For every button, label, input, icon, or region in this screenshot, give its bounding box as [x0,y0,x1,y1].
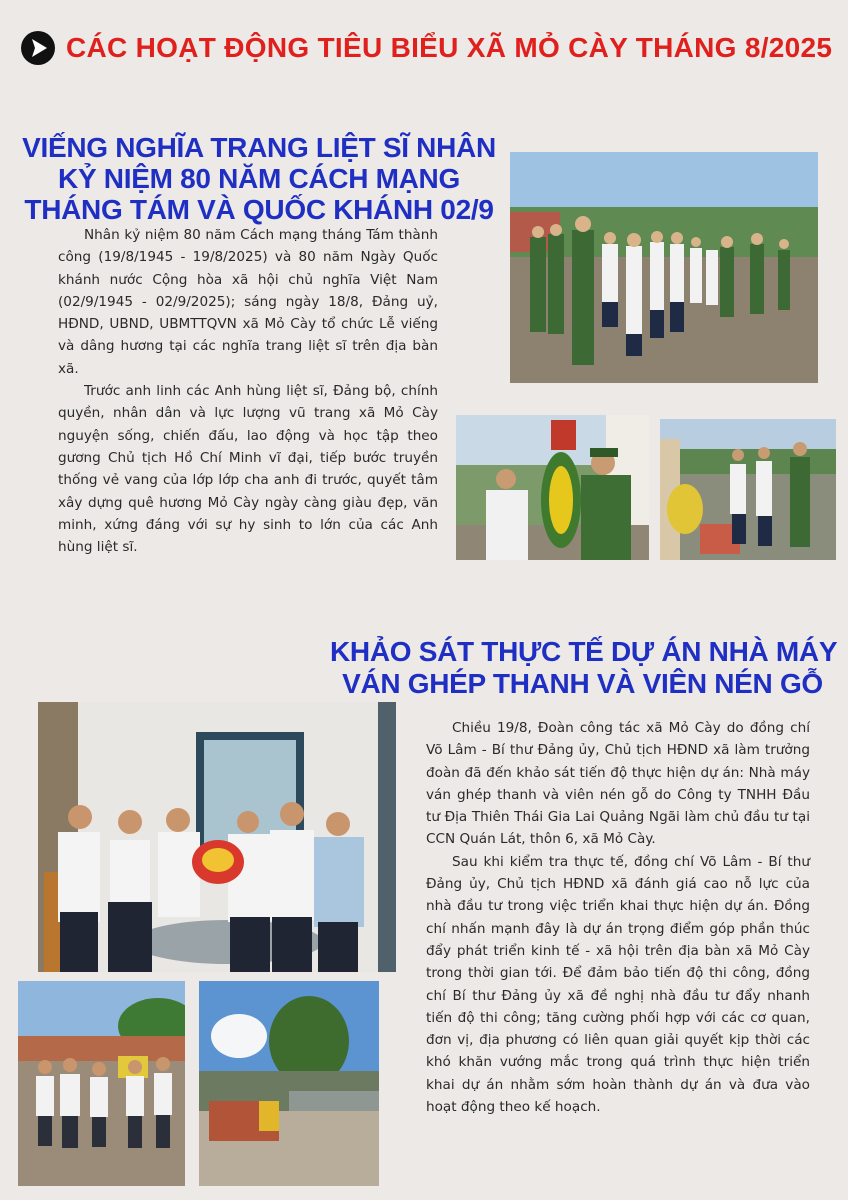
section1-paragraph: Nhân kỷ niệm 80 năm Cách mạng tháng Tám thành công (19/8/1945 - 19/8/2025) và 80 năm Ngày Quốc khánh nước Cộng hòa xã hội chủ nghĩa Việt Nam (02/9/1945 - 02/9/2025); sáng ngày 18/8, Đảng uỷ, HĐND, UBND, UBMTTQVN xã Mỏ Cày tổ chức Lễ viếng và dâng hương tại các nghĩa trang liệt sĩ trên địa bàn xã. [58,227,438,377]
page-title: CÁC HOẠT ĐỘNG TIÊU BIỂU XÃ MỎ CÀY THÁNG 8/2025 [66,32,833,63]
photo-laying-wreath [456,415,649,560]
section1-body [58,224,438,558]
photo-office-group [38,702,396,972]
photo-site-visit-1 [18,981,185,1186]
section2-paragraph: Sau khi kiểm tra thực tế, đồng chí Võ Lâm - Bí thư Đảng ủy, Chủ tịch HĐND xã đánh giá cao nỗ lực của nhà đầu tư trong việc triển khai thực hiện dự án. Đồng chí nhấn mạnh đây là dự án trọng điểm góp phần thúc đẩy phát triển kinh tế - xã hội trên địa bàn xã Mỏ Cày trong thời gian tới. Để đảm bảo tiến độ thi công, đồng chí Bí thư Đảng ủy xã đề nghị nhà đầu tư đẩy nhanh tiến độ thi công; tăng cường phối hợp với các cơ quan, đơn vị, địa phương có liên quan giải quyết kịp thời các khó khăn vướng mắc trong quá trình thực hiện triển khai dự án nhằm sớm hoàn thành dự án và đưa vào hoạt động theo kế hoạch. [426,853,810,1116]
section2-body [426,717,810,1118]
section2-title-line: VÁN GHÉP THANH VÀ VIÊN NÉN GỖ [342,668,823,699]
section2-title-line: KHẢO SÁT THỰC TẾ DỰ ÁN NHÀ MÁY [330,636,838,667]
section1-paragraph: Trước anh linh các Anh hùng liệt sĩ, Đảng bộ, chính quyền, nhân dân và lực lượng vũ trang xã Mỏ Cày nguyện sống, chiến đấu, lao động và học tập theo gương Chủ tịch Hồ Chí Minh vĩ đại, tiếp bước truyền thống vẻ vang của lớp lớp cha anh đi trước, quyết tâm xây dựng quê hương Mỏ Cày ngày càng giàu đẹp, văn minh, xứng đáng với sự hy sinh to lớn của các Anh hùng liệt sĩ. [58,383,438,556]
arrow-right-circle-icon [20,30,56,66]
section1-title-line: VIẾNG NGHĨA TRANG LIỆT SĨ NHÂN [22,132,496,163]
section1-title [18,132,500,225]
page-header [20,28,833,72]
section2-title [330,636,838,700]
section1-title-line: KỶ NIỆM 80 NĂM CÁCH MẠNG [58,163,460,194]
section2-paragraph: Chiều 19/8, Đoàn công tác xã Mỏ Cày do đồng chí Võ Lâm - Bí thư Đảng ủy, Chủ tịch HĐND xã làm trưởng đoàn đã đến khảo sát tiến độ thực hiện dự án: Nhà máy ván ghép thanh và viên nén gỗ do Công ty TNHH Đầu tư Địa Thiên Thái Gia Lai Quảng Ngãi làm chủ đầu tư tại CCN Quán Lát, thôn 6, xã Mỏ Cày. [426,720,810,848]
section1-title-line: THÁNG TÁM VÀ QUỐC KHÁNH 02/9 [24,194,494,225]
photo-cemetery-group [510,152,818,383]
photo-site-visit-2 [199,981,379,1186]
photo-incense-offering [660,419,836,560]
